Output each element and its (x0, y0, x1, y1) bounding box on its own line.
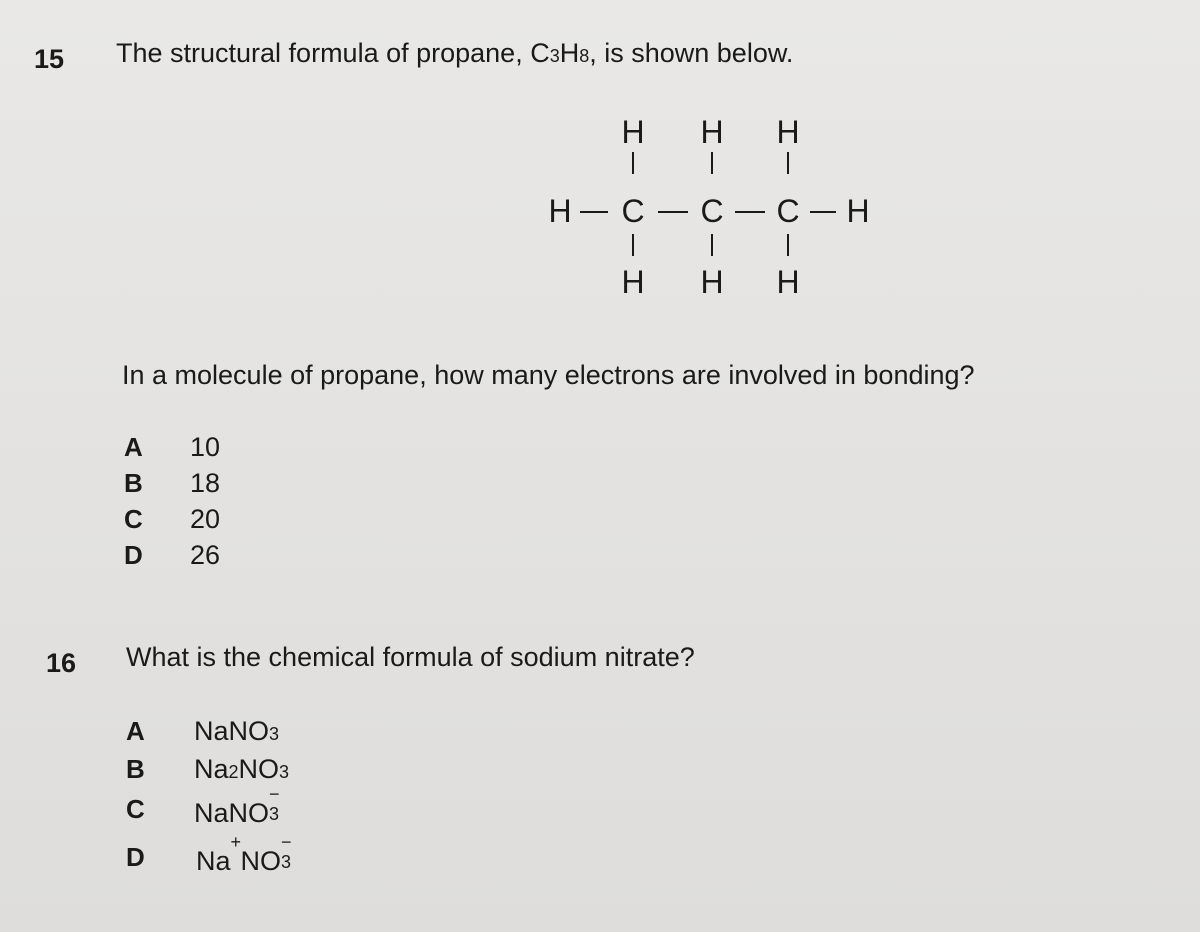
stem-text-h: H (559, 38, 580, 68)
formula-subscript: 3 (269, 804, 280, 824)
question-15-text: In a molecule of propane, how many electrons are involved in bonding? (122, 360, 975, 390)
formula-subscript: 3 (269, 724, 280, 744)
bond-upper-1 (632, 152, 634, 174)
question-16-text: What is the chemical formula of sodium nitrate? (126, 642, 695, 672)
q15-option-b-letter: B (124, 468, 143, 498)
atom-c-3: C (776, 193, 800, 229)
q16-option-a-formula (194, 716, 279, 747)
formula-subscript: 3 (279, 762, 290, 782)
formula-subscript: 2 (228, 762, 239, 782)
q16-option-d-formula (196, 832, 295, 877)
q16-option-a-letter: A (126, 716, 145, 746)
formula-part: NO (240, 846, 282, 876)
formula-part: NaNO (194, 798, 270, 828)
question-15-stem (116, 38, 793, 69)
stem-sub-8: 8 (579, 46, 590, 66)
q15-option-d-letter: D (124, 540, 143, 570)
atom-c-2: C (700, 193, 724, 229)
atom-h-right: H (846, 193, 870, 229)
q16-option-d-letter: D (126, 842, 145, 872)
q15-option-d-value: 26 (190, 540, 221, 570)
atom-h-top-1: H (621, 114, 645, 150)
atom-h-top-2: H (700, 114, 724, 150)
bond-c1-c2 (658, 211, 688, 213)
q15-option-b-value: 18 (190, 468, 221, 498)
formula-part: NO (238, 754, 280, 784)
bond-upper-2 (711, 152, 713, 174)
q15-option-a-letter: A (124, 432, 143, 462)
atom-h-bottom-3: H (776, 264, 800, 300)
charge-stack (230, 832, 242, 870)
q15-option-c-value: 20 (190, 504, 221, 534)
q16-option-b-formula (194, 754, 289, 785)
charge-stack (269, 784, 283, 824)
formula-part: Na (196, 846, 231, 876)
question-15-number: 15 (34, 44, 65, 74)
q16-option-b-letter: B (126, 754, 145, 784)
stem-text-after: , is shown below. (589, 38, 794, 68)
formula-charge: − (269, 784, 280, 804)
bond-lower-1 (632, 234, 634, 256)
formula-charge: + (230, 832, 242, 852)
q16-option-c-letter: C (126, 794, 145, 824)
formula-subscript: 3 (281, 852, 292, 872)
atom-h-left: H (548, 193, 572, 229)
bond-lower-2 (711, 234, 713, 256)
atom-h-bottom-2: H (700, 264, 724, 300)
charge-stack (281, 832, 295, 872)
formula-part: Na (194, 754, 229, 784)
atom-c-1: C (621, 193, 645, 229)
atom-h-top-3: H (776, 114, 800, 150)
formula-charge: − (281, 832, 292, 852)
bond-c3-h (810, 211, 836, 213)
atom-h-bottom-1: H (621, 264, 645, 300)
bond-c2-c3 (735, 211, 765, 213)
q16-option-c-formula (194, 784, 283, 829)
bond-upper-3 (787, 152, 789, 174)
formula-part: NaNO (194, 716, 270, 746)
q15-option-a-value: 10 (190, 432, 221, 462)
stem-sub-3: 3 (549, 46, 560, 66)
bond-h-c1 (580, 211, 608, 213)
bond-lower-3 (787, 234, 789, 256)
stem-text-before: The structural formula of propane, C (116, 38, 550, 68)
q15-option-c-letter: C (124, 504, 143, 534)
question-16-number: 16 (46, 648, 77, 678)
